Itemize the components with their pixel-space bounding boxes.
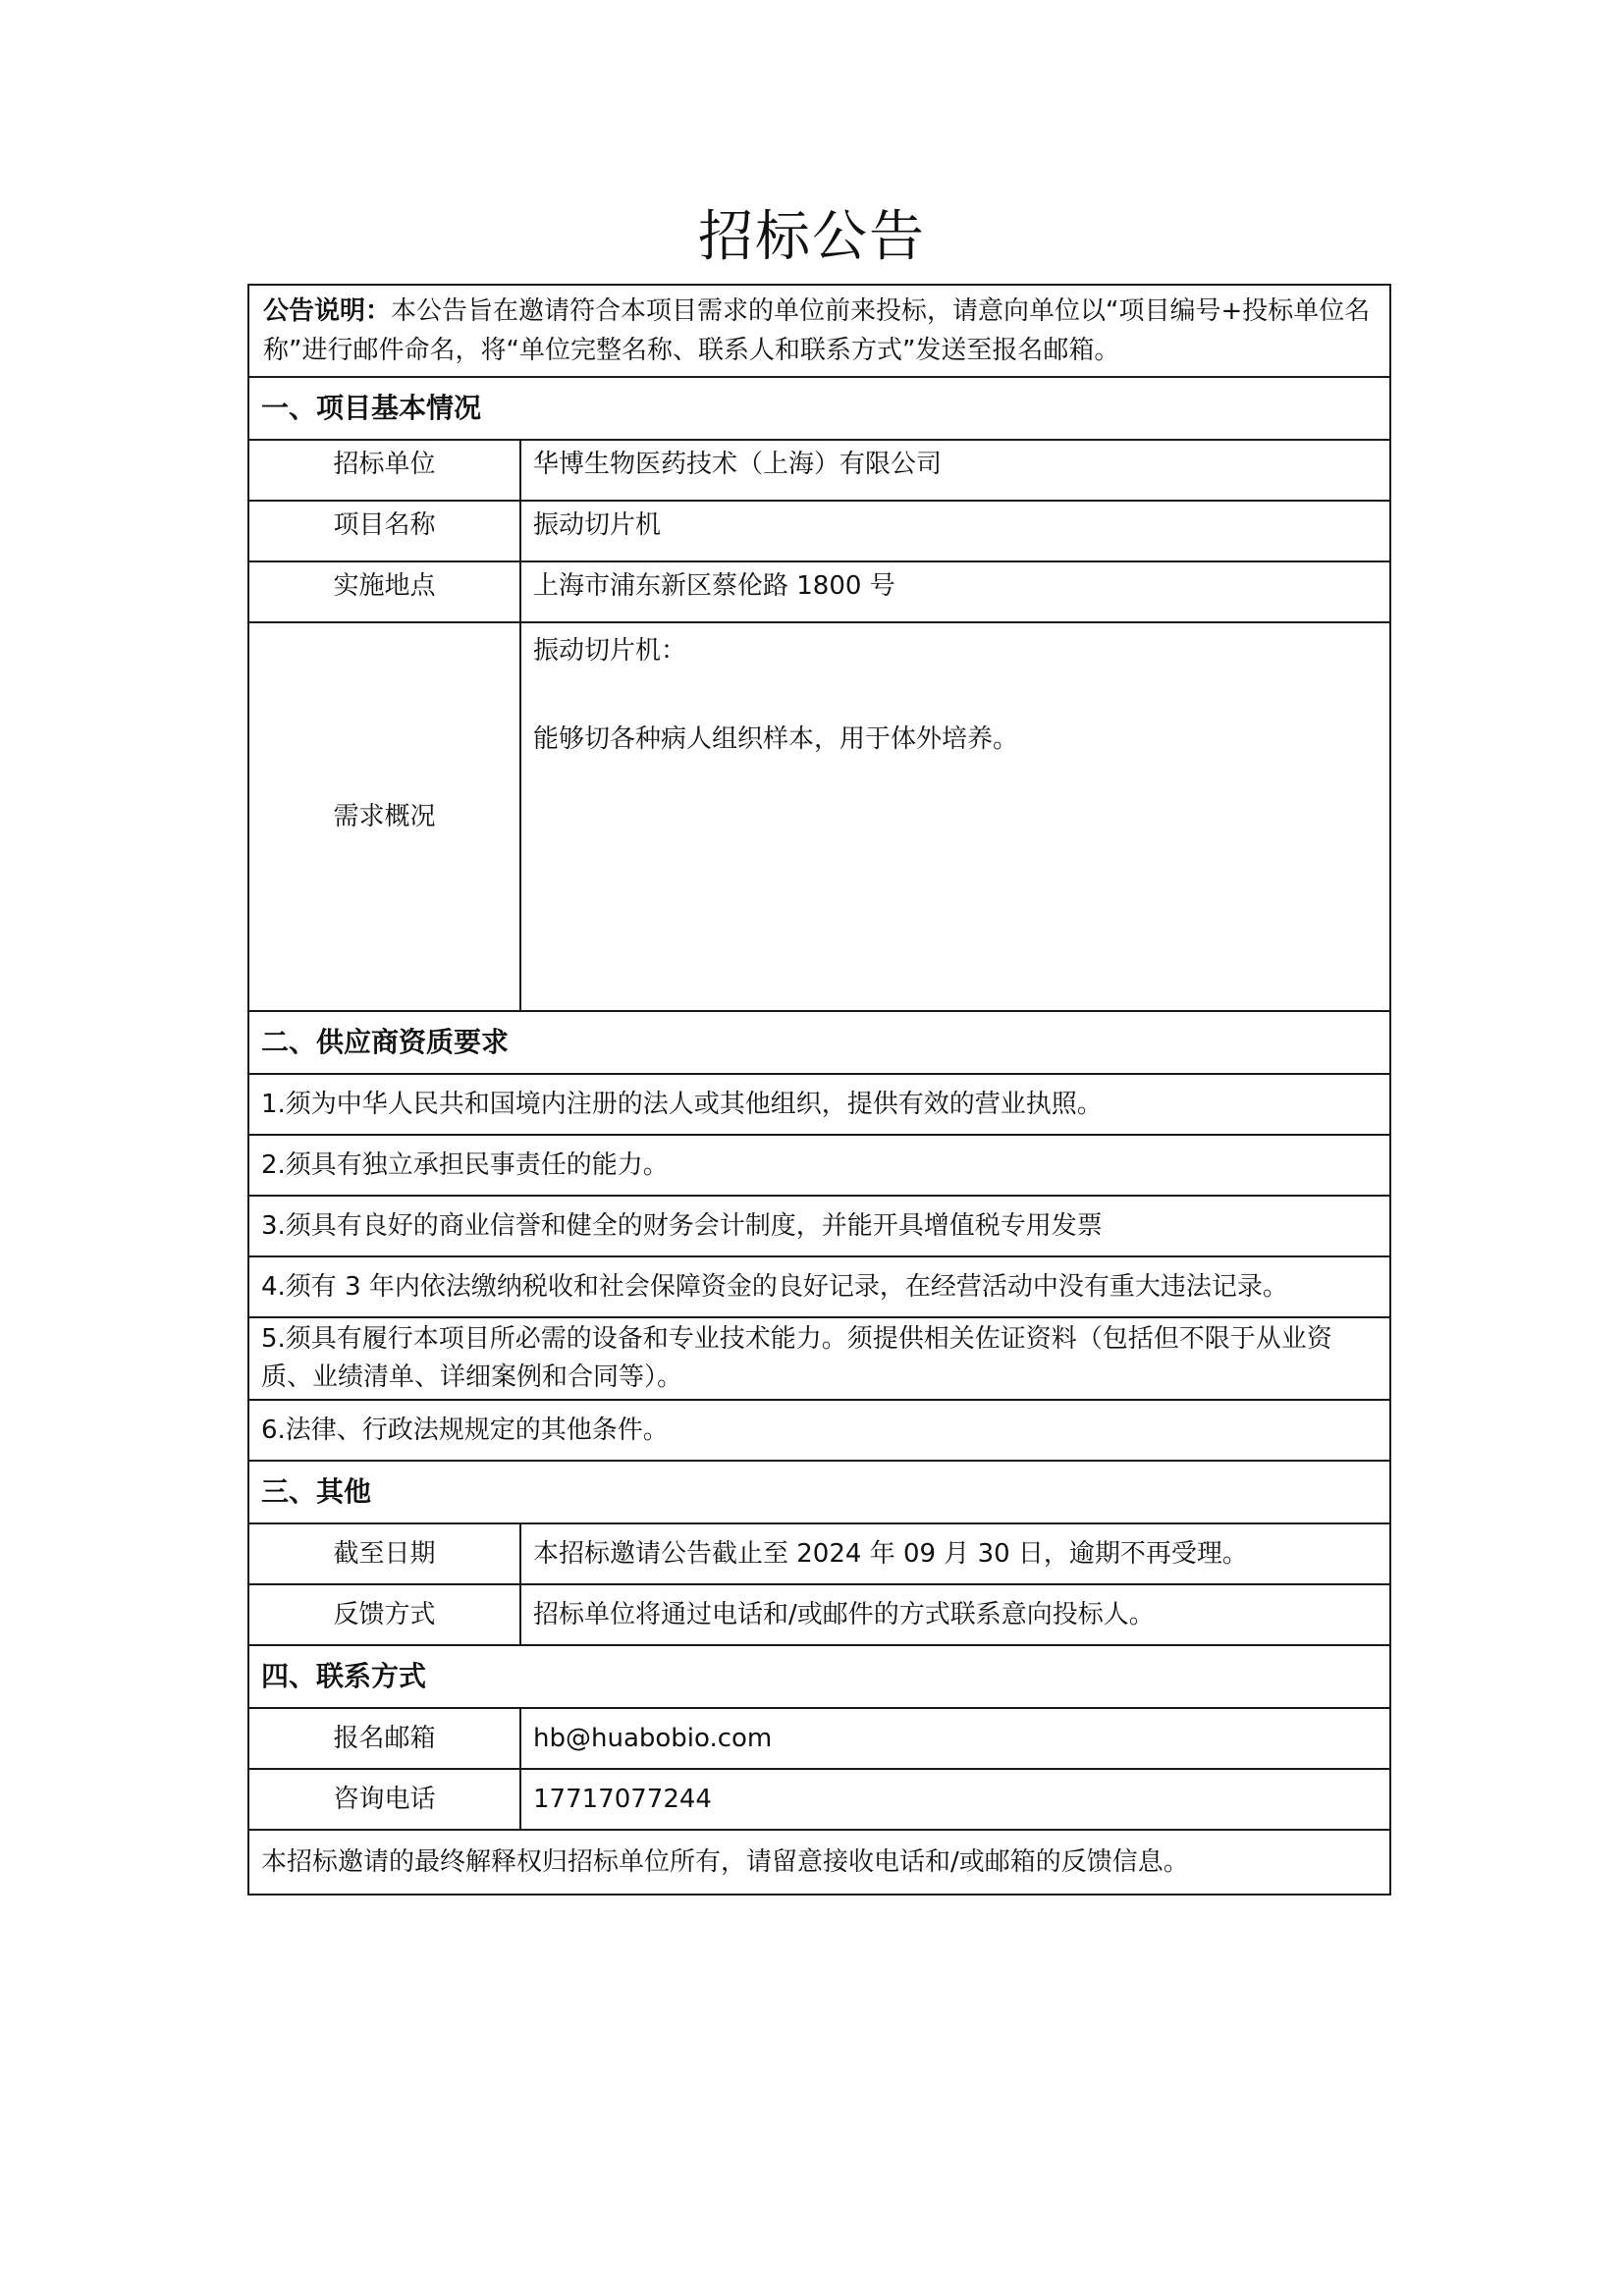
label-project-name: 项目名称 (248, 501, 520, 561)
section-heading-qualifications: 二、供应商资质要求 (248, 1011, 1390, 1074)
value-deadline: 本招标邀请公告截止至 2024 年 09 月 30 日，逾期不再受理。 (520, 1523, 1390, 1584)
section-heading-basic-info: 一、项目基本情况 (248, 377, 1390, 440)
notice-text: 本公告旨在邀请符合本项目需求的单位前来投标，请意向单位以“项目编号+投标单位名称”进行邮件命名，将“单位完整名称、联系人和联系方式”发送至报名邮箱。 (263, 296, 1371, 365)
tender-notice-table (247, 284, 1391, 1896)
page-title: 招标公告 (698, 205, 926, 269)
value-email[interactable]: hb@huabobio.com (520, 1708, 1390, 1769)
value-feedback-method: 招标单位将通过电话和/或邮件的方式联系意向投标人。 (520, 1584, 1390, 1645)
requirement-item: 1.须为中华人民共和国境内注册的法人或其他组织，提供有效的营业执照。 (248, 1074, 1390, 1135)
value-project-name: 振动切片机 (520, 501, 1390, 561)
footer-note: 本招标邀请的最终解释权归招标单位所有，请留意接收电话和/或邮箱的反馈信息。 (248, 1830, 1390, 1895)
label-tender-unit: 招标单位 (248, 440, 520, 501)
label-phone: 咨询电话 (248, 1769, 520, 1830)
section-heading-other: 三、其他 (248, 1461, 1390, 1523)
label-deadline: 截至日期 (248, 1523, 520, 1584)
label-email: 报名邮箱 (248, 1708, 520, 1769)
notice-description (248, 285, 1390, 377)
requirement-item: 6.法律、行政法规规定的其他条件。 (248, 1400, 1390, 1461)
demand-line-1: 振动切片机： (533, 636, 687, 666)
notice-label: 公告说明： (263, 296, 392, 326)
requirement-item: 5.须具有履行本项目所必需的设备和专业技术能力。须提供相关佐证资料（包括但不限于从业资质、业绩清单、详细案例和合同等）。 (248, 1317, 1390, 1400)
value-demand-overview (520, 622, 1390, 1011)
value-phone: 17717077244 (520, 1769, 1390, 1830)
label-feedback-method: 反馈方式 (248, 1584, 520, 1645)
section-heading-contact: 四、联系方式 (248, 1645, 1390, 1708)
value-location: 上海市浦东新区蔡伦路 1800 号 (520, 561, 1390, 622)
requirement-item: 3.须具有良好的商业信誉和健全的财务会计制度，并能开具增值税专用发票 (248, 1196, 1390, 1256)
label-location: 实施地点 (248, 561, 520, 622)
demand-line-2: 能够切各种病人组织样本，用于体外培养。 (533, 724, 1019, 754)
label-demand-overview: 需求概况 (248, 622, 520, 1011)
value-tender-unit: 华博生物医药技术（上海）有限公司 (520, 440, 1390, 501)
requirement-item: 2.须具有独立承担民事责任的能力。 (248, 1135, 1390, 1196)
requirement-item: 4.须有 3 年内依法缴纳税收和社会保障资金的良好记录，在经营活动中没有重大违法记录。 (248, 1256, 1390, 1317)
